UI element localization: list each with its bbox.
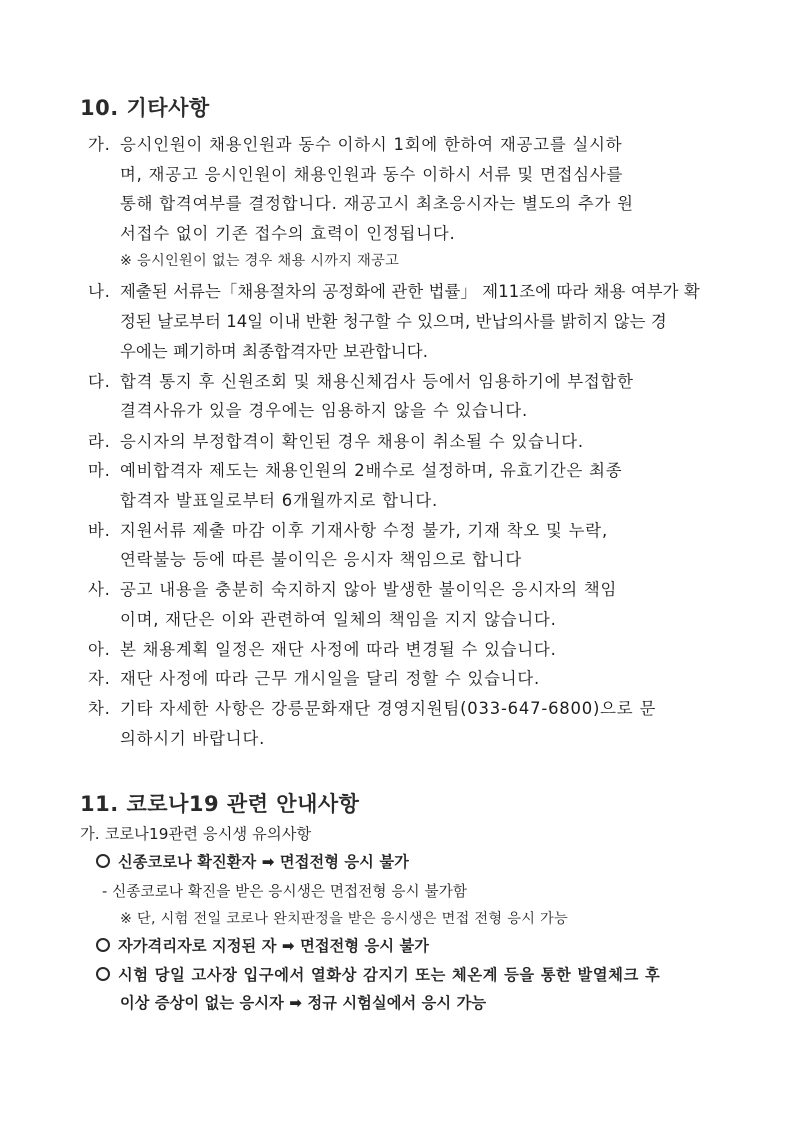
item-ja-line-1: 재단 사정에 따라 근무 개시일을 달리 정할 수 있습니다. [120, 669, 541, 688]
item-ga-line-1: 응시인원이 채용인원과 동수 이하시 1회에 한하여 재공고를 실시하 [120, 135, 623, 154]
circle-bullet-icon [96, 854, 110, 868]
covid-bullet-3-continuation: 이상 증상이 없는 응시자 ➡ 정규 시험실에서 응시 가능 [120, 994, 487, 1012]
item-a-line-1: 본 채용계획 일정은 재단 사정에 따라 변경될 수 있습니다. [120, 640, 557, 659]
item-sa-line-2: 이며, 재단은 이와 관련하여 일체의 책임을 지지 않습니다. [120, 610, 557, 629]
item-sa-line-1: 공고 내용을 충분히 숙지하지 않아 발생한 불이익은 응시자의 책임 [120, 580, 618, 599]
covid-bullet-3 [96, 964, 660, 985]
item-marker-ra: 라. [88, 432, 111, 451]
covid-bullet-2-text: 자가격리자로 지정된 자 ➡ 면접전형 응시 불가 [118, 937, 430, 955]
item-cha-line-2: 의하시기 바랍니다. [120, 729, 266, 748]
item-na-line-1: 제출된 서류는「채용절차의 공정화에 관한 법률」 제11조에 따라 채용 여부가 확 [120, 282, 700, 301]
item-marker-da: 다. [88, 372, 111, 391]
item-marker-ga: 가. [88, 135, 111, 154]
section-10-title: 10. 기타사항 [80, 96, 210, 120]
covid-bullet-1-note: ※ 단, 시험 전일 코로나 완치판정을 받은 응시생은 면접 전형 응시 가능 [120, 911, 569, 927]
covid-bullet-3-text: 시험 당일 고사장 입구에서 열화상 감지기 또는 체온계 등을 통한 발열체크 후 [118, 966, 661, 984]
item-marker-cha: 차. [88, 699, 111, 718]
item-ga-line-4: 서접수 없이 기존 접수의 효력이 인정됩니다. [120, 224, 456, 243]
item-marker-ba: 바. [88, 521, 111, 540]
covid-bullet-1 [96, 851, 409, 872]
covid-bullet-1-detail: - 신종코로나 확진을 받은 응시생은 면접전형 응시 불가함 [102, 883, 468, 900]
item-ba-line-1: 지원서류 제출 마감 이후 기재사항 수정 불가, 기재 착오 및 누락, [120, 521, 608, 540]
item-marker-na: 나. [88, 282, 111, 301]
item-marker-a: 아. [88, 640, 111, 659]
item-ma-line-2: 합격자 발표일로부터 6개월까지로 합니다. [120, 491, 439, 510]
section-11-title: 11. 코로나19 관련 안내사항 [80, 792, 360, 816]
covid-bullet-2 [96, 935, 429, 956]
item-ba-line-2: 연락불능 등에 따른 불이익은 응시자 책임으로 합니다 [120, 550, 522, 569]
item-ma-line-1: 예비합격자 제도는 채용인원의 2배수로 설정하며, 유효기간은 최종 [120, 461, 623, 480]
item-ga-line-2: 며, 재공고 응시인원이 채용인원과 동수 이하시 서류 및 면접심사를 [120, 165, 624, 184]
item-na-line-2: 정된 날로부터 14일 이내 반환 청구할 수 있으며, 반납의사를 밝히지 않는 경 [120, 312, 667, 331]
circle-bullet-icon [96, 938, 110, 952]
section-11-subtitle: 가. 코로나19관련 응시생 유의사항 [80, 825, 312, 843]
item-da-line-2: 결격사유가 있을 경우에는 임용하지 않을 수 있습니다. [120, 401, 529, 420]
item-ga-note: ※ 응시인원이 없는 경우 채용 시까지 재공고 [120, 253, 400, 269]
item-marker-ma: 마. [88, 461, 111, 480]
item-ra-line-1: 응시자의 부정합격이 확인된 경우 채용이 취소될 수 있습니다. [120, 432, 584, 451]
circle-bullet-icon [96, 967, 110, 981]
item-na-line-3: 우에는 폐기하며 최종합격자만 보관합니다. [120, 342, 429, 361]
item-marker-ja: 자. [88, 669, 111, 688]
item-cha-line-1: 기타 자세한 사항은 강릉문화재단 경영지원팀(033-647-6800)으로 문 [120, 699, 657, 718]
item-ga-line-3: 통해 합격여부를 결정합니다. 재공고시 최초응시자는 별도의 추가 원 [120, 194, 634, 213]
item-marker-sa: 사. [88, 580, 111, 599]
covid-bullet-1-text: 신종코로나 확진환자 ➡ 면접전형 응시 불가 [118, 853, 409, 871]
item-da-line-1: 합격 통지 후 신원조회 및 채용신체검사 등에서 임용하기에 부접합한 [120, 372, 634, 391]
